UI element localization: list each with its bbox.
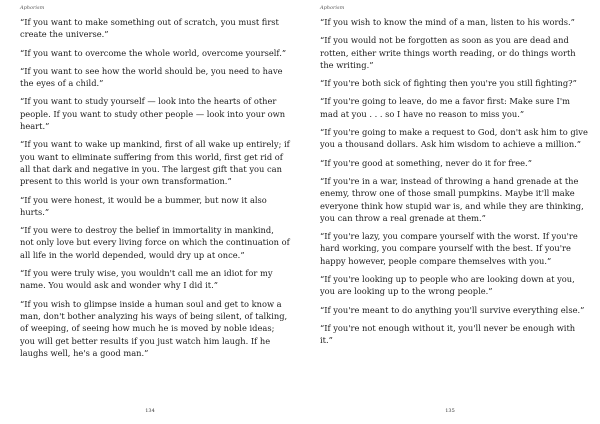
quote: “If you're meant to do anything you'll survive everything else.” <box>320 304 585 315</box>
quote: “If you're going to leave, do me a favor first: Make sure I'm mad at you . . . so I have no reason to miss you.” <box>320 96 570 119</box>
quote: “If you were to destroy the belief in immortality in mankind, not only love but every living force on which the continuation of all life in the world depended, would dry up at once.” <box>20 225 290 260</box>
quote: “If you want to make something out of scratch, you must first create the universe.” <box>20 17 279 40</box>
quote: “If you wish to know the mind of a man, listen to his words.” <box>320 17 575 27</box>
quote: “If you're good at something, never do it for free.” <box>320 157 532 168</box>
page-number: 135 <box>445 408 455 414</box>
quote: “If you were honest, it would be a bummer, but now it also hurts.” <box>20 194 267 217</box>
quote: “If you wish to glimpse inside a human soul and get to know a man, don't bother analyzing his ways of being silent, of talking, of weeping, of seeing how much he is moved by noble ideas; you will get better results if you just watch him laugh. If he laughs well, he's a good man.” <box>20 298 288 358</box>
right-page <box>300 0 600 424</box>
quote: “If you want to study yourself — look into the hearts of other people. If you want to study other people — look into your own heart.” <box>20 96 286 132</box>
quote: “If you want to wake up mankind, first of all wake up entirely; if you want to eliminate suffering from this world, first get rid of all that dark and negative in you. The largest gift that you can present to this world is your own transformation.” <box>20 139 290 187</box>
quote: “If you're lazy, you compare yourself with the worst. If you're hard working, you compare yourself with the best. If you're happy however, people compare themselves with you.” <box>320 231 578 266</box>
quote: “If you would not be forgotten as soon as you are dead and rotten, either write things worth reading, or do things worth the writing.” <box>320 35 576 70</box>
quote: “If you're both sick of fighting then you're you still fighting?” <box>320 78 577 89</box>
quote: “If you're going to make a request to God, don't ask him to give you a thousand dollars. Ask him wisdom to achieve a million.” <box>320 127 588 150</box>
quote-list <box>320 16 590 347</box>
quote: “If you're not enough without it, you'll never be enough with it.” <box>320 322 576 346</box>
quote: “If you're looking up to people who are looking down at you, you are looking up to the wrong people.” <box>320 274 575 297</box>
running-head: Aphorism <box>20 5 45 11</box>
quote-list <box>20 16 290 359</box>
quote: “If you want to see how the world should be, you need to have the eyes of a child.” <box>20 65 283 89</box>
quote: “If you were truly wise, you wouldn't call me an idiot for my name. You would ask and wonder why I did it.” <box>20 268 273 291</box>
page-number: 134 <box>145 408 155 414</box>
quote: “If you want to overcome the whole world, overcome yourself.” <box>20 47 287 58</box>
running-head: Aphorism <box>320 5 345 11</box>
quote: “If you're in a war, instead of throwing a hand grenade at the enemy, throw one of those small pumpkins. Maybe it'll make everyone think how stupid war is, and while they are thinking, you can throw a real grenade at them.” <box>320 175 584 223</box>
